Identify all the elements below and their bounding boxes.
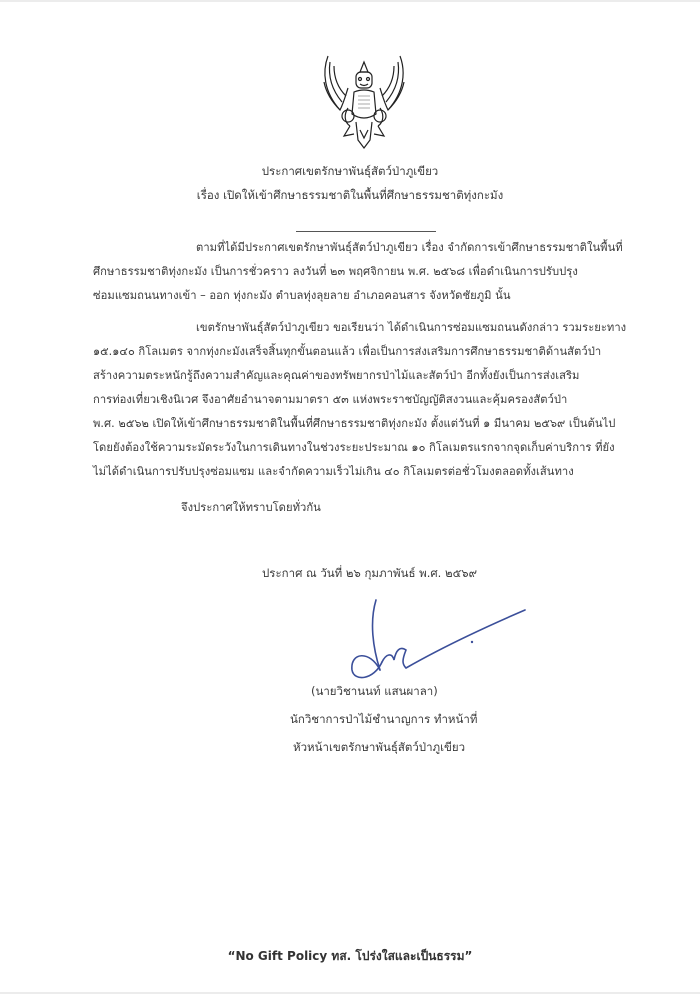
- title-divider: [296, 231, 436, 232]
- closing-statement: จึงประกาศให้ทราบโดยทั่วกัน: [181, 501, 321, 514]
- paragraph-line: ศึกษาธรรมชาติทุ่งกะมัง เป็นการชั่วคราว ลงวันที่ ๒๓ พฤศจิกายน พ.ศ. ๒๕๖๘ เพื่อดำเนินการปรับปรุง: [93, 265, 578, 278]
- paragraph-line: ตามที่ได้มีประกาศเขตรักษาพันธุ์สัตว์ป่าภูเขียว เรื่อง จำกัดการเข้าศึกษาธรรมชาติในพื้นที่: [196, 241, 623, 254]
- signatory-name: (นายวิชานนท์ แสนผาลา): [311, 684, 438, 698]
- paragraph-line: สร้างความตระหนักรู้ถึงความสำคัญและคุณค่าของทรัพยากรป่าไม้และสัตว์ป่า อีกทั้งยังเป็นการส่งเสริม: [93, 369, 580, 382]
- signatory-position: นักวิชาการป่าไม้ชำนาญการ ทำหน้าที่: [290, 712, 478, 726]
- paragraph-line: พ.ศ. ๒๕๖๒ เปิดให้เข้าศึกษาธรรมชาติในพื้นที่ศึกษาธรรมชาติทุ่งกะมัง ตั้งแต่วันที่ ๑ มีนาคม ๒๕๖๙ เป็นต้นไป: [93, 417, 616, 430]
- announcement-subject: เรื่อง เปิดให้เข้าศึกษาธรรมชาติในพื้นที่ศึกษาธรรมชาติทุ่งกะมัง: [196, 188, 504, 202]
- paragraph-line: ๑๕.๑๔๐ กิโลเมตร จากทุ่งกะมังเสร็จสิ้นทุกขั้นตอนแล้ว เพื่อเป็นการส่งเสริมการศึกษาธรรมชาติด้านสัตว์ป่า: [93, 345, 602, 358]
- signature-image: [340, 590, 540, 690]
- top-border: [0, 0, 700, 2]
- paragraph-line: ไม่ได้ดำเนินการปรับปรุงซ่อมแซม และจำกัดความเร็วไม่เกิน ๔๐ กิโลเมตรต่อชั่วโมงตลอดทั้งเส้นทาง: [93, 465, 574, 478]
- footer-slogan: “No Gift Policy ทส. โปร่งใสและเป็นธรรม”: [227, 949, 473, 963]
- paragraph-line: การท่องเที่ยวเชิงนิเวศ จึงอาศัยอำนาจตามมาตรา ๕๓ แห่งพระราชบัญญัติสงวนและคุ้มครองสัตว์ป่า: [93, 393, 568, 406]
- paragraph-line: โดยยังต้องใช้ความระมัดระวังในการเดินทางในช่วงระยะประมาณ ๑๐ กิโลเมตรแรกจากจุดเก็บค่าบริการ ที่ยัง: [93, 441, 615, 454]
- announcement-date: ประกาศ ณ วันที่ ๒๖ กุมภาพันธ์ พ.ศ. ๒๕๖๙: [262, 566, 477, 580]
- paragraph-line: ซ่อมแซมถนนทางเข้า – ออก ทุ่งกะมัง ตำบลทุ่งลุยลาย อำเภอคอนสาร จังหวัดชัยภูมิ นั้น: [93, 289, 511, 302]
- signatory-role: หัวหน้าเขตรักษาพันธุ์สัตว์ป่าภูเขียว: [293, 740, 466, 754]
- garuda-emblem-icon: [318, 52, 410, 152]
- announcement-title: ประกาศเขตรักษาพันธุ์สัตว์ป่าภูเขียว: [261, 164, 439, 178]
- paragraph-line: เขตรักษาพันธุ์สัตว์ป่าภูเขียว ขอเรียนว่า ได้ดำเนินการซ่อมแซมถนนดังกล่าว รวมระยะทาง: [196, 321, 627, 334]
